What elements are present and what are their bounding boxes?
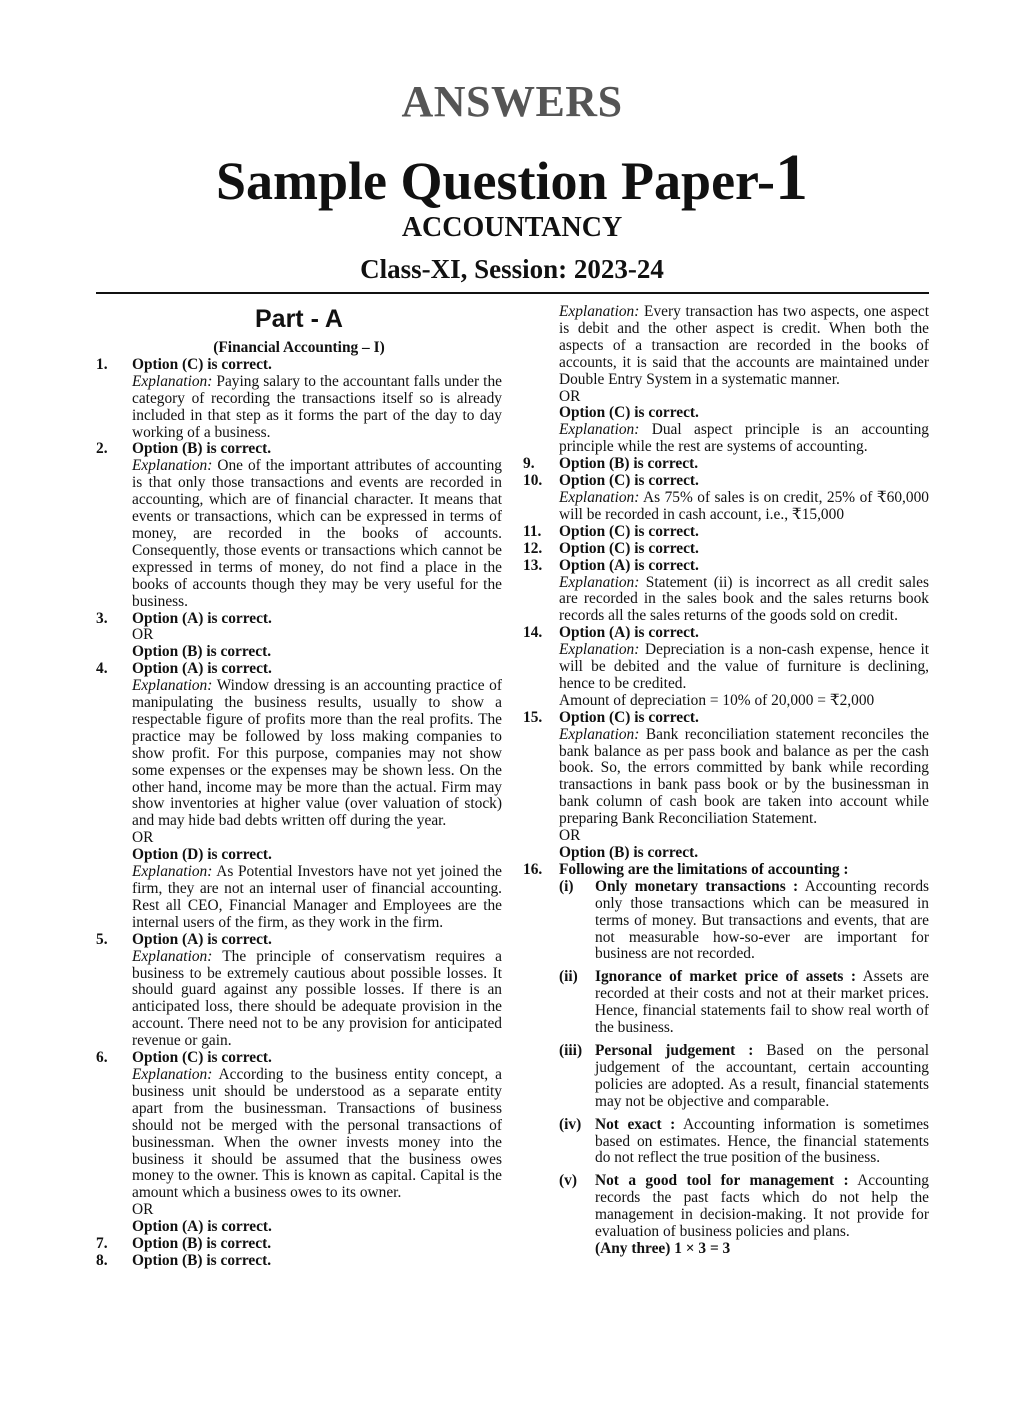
limitation-item [559,1173,929,1258]
question-number: 13. [523,556,543,574]
question-number: 6. [96,1049,108,1067]
answer-option-alt: Option (B) is correct. [132,643,272,661]
limitation-text: Assets are recorded at their costs and not at their market prices. Hence, financial statements fail to show real worth of the business. [595,968,930,1037]
roman-numeral: (iv) [559,1115,582,1133]
explanation: Explanation: As 75% of sales is on credit, 25% of ₹60,000 will be recorded in cash account, i.e., ₹15,000 [559,488,929,523]
roman-numeral: (ii) [559,968,578,986]
answer-item [96,1253,502,1270]
answer-option-alt: Option (D) is correct. [132,846,272,864]
question-number: 11. [523,522,542,540]
question-number: 1. [96,355,108,373]
answer-item [96,441,502,610]
or-separator: OR [132,1201,154,1219]
answer-option: Option (C) is correct. [132,355,272,373]
explanation: Explanation: Statement (ii) is incorrect as all credit sales are recorded in the sales book and the sales returns book records all the sales returns of the goods sold on credit. [559,573,929,625]
explanation: Explanation: Paying salary to the accountant falls under the category of recording the transactions itself so is already included in that step as it forms the part of the day to day working of a business. [132,372,502,441]
or-separator: OR [132,626,154,644]
answer-option: Option (C) is correct. [559,522,699,540]
answer-option: Option (A) is correct. [559,556,699,574]
explanation: Explanation: One of the important attributes of accounting is that only those transactions and events are recorded in accounting, which are of financial character. It means that events or transactions, which can be expressed in terms of money, are recorded in the books of accounts. Consequently, those events or transactions which cannot be expressed in terms of money, do not find a place in the books of accounts though they may be very useful for the business. [132,457,502,610]
answer-option-alt: Option (B) is correct. [559,844,699,861]
answer-item-continued [523,304,929,456]
question-number: 15. [523,708,543,726]
explanation: Explanation: Depreciation is a non-cash expense, hence it will be debited and the value of furniture is declining, hence to be credited. [559,641,929,692]
answer-item [96,1236,502,1253]
subject-heading: ACCOUNTANCY [401,212,623,243]
answer-option: Option (A) is correct. [132,930,272,948]
limitation-title: Personal judgement : [595,1041,754,1059]
answer-option: Option (C) is correct. [559,708,699,726]
question-number: 14. [523,624,543,642]
explanation: Explanation: Window dressing is an accounting practice of manipulating the business results, usually to show a respectable figure of profits more than the real profits. The practice may be followed by loss making companies to show profit. For this purpose, companies may not show some expenses or the expenses may be shown less. On the other hand, income may be more than the actual. Firm may show inventories at higher value (over valuation of stock) and may hide bad debts written off during the year. [132,677,502,830]
limitation-item [559,1117,929,1168]
answer-option-alt: Option (A) is correct. [132,1218,272,1236]
limitation-item [559,1043,929,1111]
answer-item [96,611,502,662]
question-number: 9. [523,455,535,473]
answer-option: Option (C) is correct. [132,1049,272,1067]
roman-numeral: (i) [559,877,574,895]
limitation-title: Not a good tool for management : [595,1172,849,1190]
answer-item [523,524,929,541]
answer-option: Option (B) is correct. [559,455,699,473]
explanation-alt: Explanation: As Potential Investors have not yet joined the firm, they are not an internal user of financial accounting. Rest all CEO, Financial Manager and Employees are the internal users of the firm, as they work in the firm. [132,863,502,931]
limitation-text: Accounting records only those transactions which can be measured in terms of money. But transactions and events, that are not measurable how-so-ever are important for business are not recorded. [595,877,930,963]
part-heading: Part - A [255,305,343,333]
answer-option: Option (B) is correct. [132,1251,272,1269]
or-separator: OR [559,387,581,405]
limitation-title: Not exact : [595,1115,676,1133]
question-number: 2. [96,440,108,458]
calculation: Amount of depreciation = 10% of 20,000 = ₹2,000 [559,691,875,709]
page-title [0,140,1024,216]
left-column [96,304,502,1270]
limitations-heading: Following are the limitations of accounting : [559,860,849,878]
explanation: Explanation: The principle of conservatism requires a business to be extremely cautious about possible losses. It should guard against any possible losses. If there is an anticipated loss, there should be adequate provision in the account. There need not to be any provision for anticipated revenue or gain. [132,947,502,1050]
answer-item [523,473,929,524]
title-text: Sample Question Paper- [216,151,775,211]
limitation-text: Based on the personal judgement of the accountant, certain accounting policies are adopted. As a result, financial statements may not be objective and comparable. [595,1041,929,1110]
limitation-item [559,879,929,964]
class-session-heading: Class-XI, Session: 2023-24 [360,254,664,284]
explanation: Explanation: According to the business entity concept, a business unit should be understood as a separate entity apart from the businessman. Transactions of business should not be merged with the personal transactions of businessman. When the owner invests money into the business it should be assumed that the business owes money to the owner. This is known as capital. Capital is the amount which a business owes to its owner. [132,1065,502,1202]
roman-numeral: (v) [559,1172,577,1190]
limitation-title: Ignorance of market price of assets : [595,968,856,986]
section-heading: (Financial Accounting – I) [213,339,385,356]
answer-item [96,661,502,932]
right-column [523,304,929,1264]
limitation-text: Accounting records the past facts which do not help the management in decision-making. It not provide for evaluation of business policies and plans. [595,1172,929,1241]
answer-option: Option (A) is correct. [559,624,699,642]
limitation-text: Accounting information is sometimes based on estimates. Hence, the financial statements do not reflect the true position of the business. [595,1115,930,1167]
limitation-item [559,969,929,1037]
answer-item [523,625,929,710]
limitation-title: Only monetary transactions : [595,877,799,895]
answer-item [523,862,929,1258]
explanation: Explanation: Every transaction has two aspects, one aspect is debit and the other aspect is credit. When both the aspects of a transaction are recorded in the books of accounts, it is said that the accounts are maintained under Double Entry System in a systematic manner. [559,303,929,388]
question-number: 12. [523,539,543,557]
question-number: 3. [96,609,108,627]
explanation-alt: Explanation: Dual aspect principle is an accounting principle while the rest are systems of accounting. [559,421,929,456]
answer-option: Option (C) is correct. [559,539,699,557]
roman-numeral: (iii) [559,1041,583,1059]
answer-item [523,558,929,626]
question-number: 7. [96,1235,108,1253]
answer-item [523,710,929,862]
answer-item [96,1050,502,1236]
marks-line: (Any three) 1 × 3 = 3 [595,1239,731,1257]
answer-item [523,456,929,473]
answer-option: Option (B) is correct. [132,440,272,458]
answer-item [523,541,929,558]
question-number: 10. [523,472,543,490]
header-rule [96,292,929,294]
answers-heading: ANSWERS [401,77,623,126]
question-number: 16. [523,860,543,878]
or-separator: OR [132,829,154,847]
answer-option: Option (A) is correct. [132,660,272,678]
question-number: 5. [96,930,108,948]
answer-item [96,932,502,1050]
answer-option: Option (B) is correct. [132,1235,272,1253]
answer-option-alt: Option (C) is correct. [559,404,699,422]
title-number: 1 [774,141,808,214]
question-number: 4. [96,660,108,678]
answer-item [96,357,502,442]
answer-option: Option (C) is correct. [559,472,699,490]
or-separator: OR [559,827,581,845]
answer-option: Option (A) is correct. [132,609,272,627]
explanation: Explanation: Bank reconciliation statement reconciles the bank balance as per pass book and balance as per the cash book. So, the errors committed by bank while recording transactions in bank pass book or by the businessman in bank column of cash book are taken into account while preparing Bank Reconciliation Statement. [559,725,929,828]
question-number: 8. [96,1251,108,1269]
